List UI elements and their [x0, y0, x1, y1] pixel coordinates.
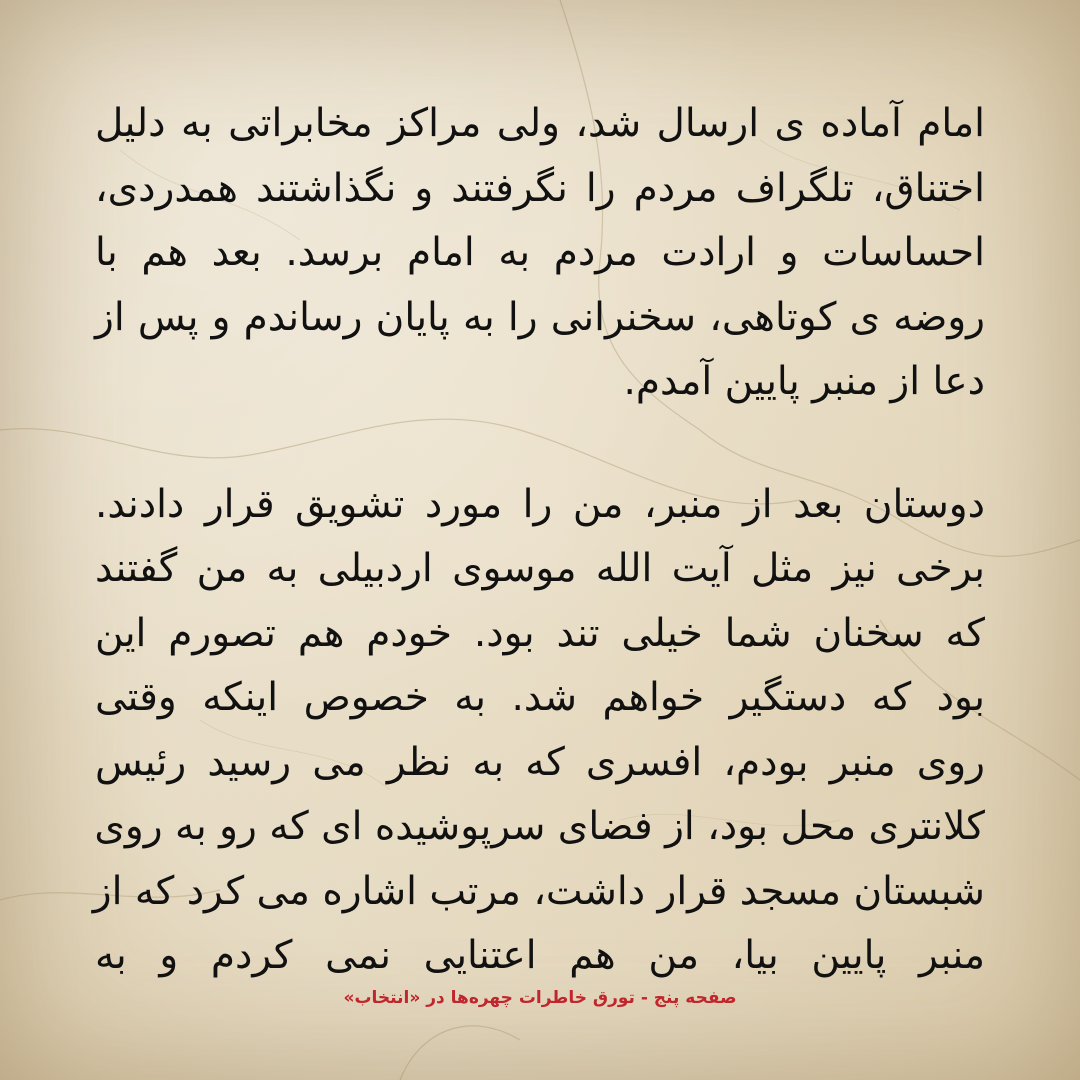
text-line: شبستان مسجد قرار داشت، مرتب اشاره می کرد که از: [92, 868, 985, 914]
page-caption: صفحه پنج - تورق خاطرات چهره‌ها در «انتخاب»: [343, 988, 737, 1008]
article-body: [92, 92, 985, 989]
text-line: احساسات و ارادت مردم به امام برسد. بعد هم با: [95, 230, 985, 275]
text-line: دوستان بعد از منبر، من را مورد تشویق قرار دادند.: [95, 481, 985, 527]
text-line: اختناق، تلگراف مردم را نگرفتند و نگذاشتند همدردی،: [95, 165, 985, 211]
text-line: روی منبر بودم، افسری که به نظر می رسید رئیس: [95, 739, 985, 785]
text-line: بود که دستگیر خواهم شد. به خصوص اینکه وقتی: [95, 675, 985, 720]
text-line: که سخنان شما خیلی تند بود. خودم هم تصورم این: [95, 610, 985, 656]
paragraph-spacer: [95, 415, 985, 473]
text-line: منبر پایین بیا، من هم اعتنایی نمی کردم و به: [95, 933, 985, 978]
text-line: دعا از منبر پایین آمدم.: [623, 359, 985, 404]
text-line: امام آماده ی ارسال شد، ولی مراکز مخابراتی به دلیل: [95, 101, 985, 146]
paragraph-1: [95, 92, 985, 415]
text-line: روضه ی کوتاهی، سخنرانی را به پایان رساندم و پس از: [95, 294, 985, 340]
text-line: برخی نیز مثل آیت الله موسوی اردبیلی به من گفتند: [95, 546, 985, 591]
paragraph-2: [92, 473, 985, 989]
text-line: کلانتری محل بود، از فضای سرپوشیده ای که رو به روی: [94, 804, 985, 849]
